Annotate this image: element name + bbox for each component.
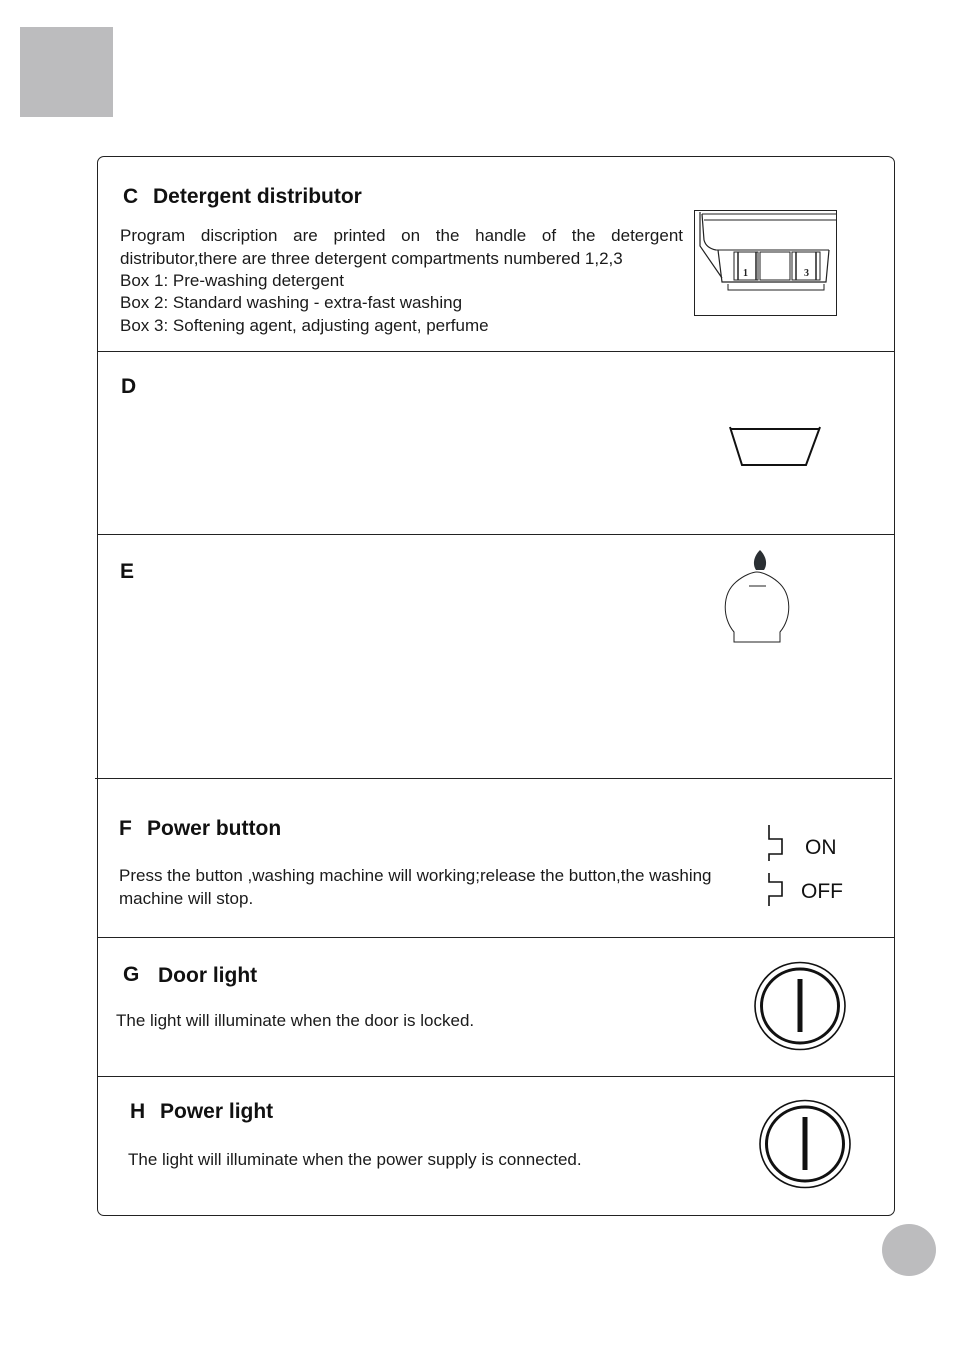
divider-g-h [98, 1076, 894, 1077]
section-g-text: The light will illuminate when the door is locked. [116, 1011, 475, 1030]
section-g-letter: G [123, 963, 140, 986]
section-c-line-1: Program discription are printed on the handle of the detergent distributor,there are three detergent compartments numbered 1,2,3 [120, 226, 683, 268]
section-e-letter: E [120, 560, 135, 583]
corner-tab [20, 27, 113, 117]
section-d-letter: D [121, 375, 137, 398]
divider-d-e [98, 534, 894, 535]
drawer-label-1: 1 [743, 268, 748, 279]
switch-on-icon [764, 824, 786, 862]
drawer-label-3: 3 [804, 268, 809, 279]
switch-off-icon [764, 872, 786, 908]
section-h-text: The light will illuminate when the power supply is connected. [128, 1150, 582, 1169]
divider-e-f [95, 778, 892, 779]
divider-c-d [98, 351, 894, 352]
softener-bottle-icon [720, 548, 794, 646]
section-f-letter: F [119, 817, 132, 840]
section-f-text: Press the button ,washing machine will working;release the button,the washing machine will stop. [119, 866, 712, 908]
section-c-letter: C [123, 185, 139, 208]
detergent-drawer-icon [694, 210, 837, 316]
switch-off-label: OFF [801, 880, 843, 903]
door-light-icon [753, 960, 847, 1052]
wash-tub-icon [727, 425, 823, 467]
power-light-icon [758, 1098, 852, 1190]
divider-f-g [98, 937, 894, 938]
section-c-title: Detergent distributor [153, 185, 362, 208]
section-h-title: Power light [160, 1100, 274, 1123]
section-c-line-4: Box 3: Softening agent, adjusting agent, perfume [120, 316, 489, 335]
section-g-title: Door light [158, 964, 258, 987]
page-number-dot [882, 1224, 936, 1276]
section-c-line-3: Box 2: Standard washing - extra-fast washing [120, 293, 463, 312]
section-h-letter: H [130, 1100, 146, 1123]
section-f-title: Power button [147, 817, 282, 840]
section-c-line-2: Box 1: Pre-washing detergent [120, 271, 344, 290]
switch-on-label: ON [805, 836, 837, 859]
